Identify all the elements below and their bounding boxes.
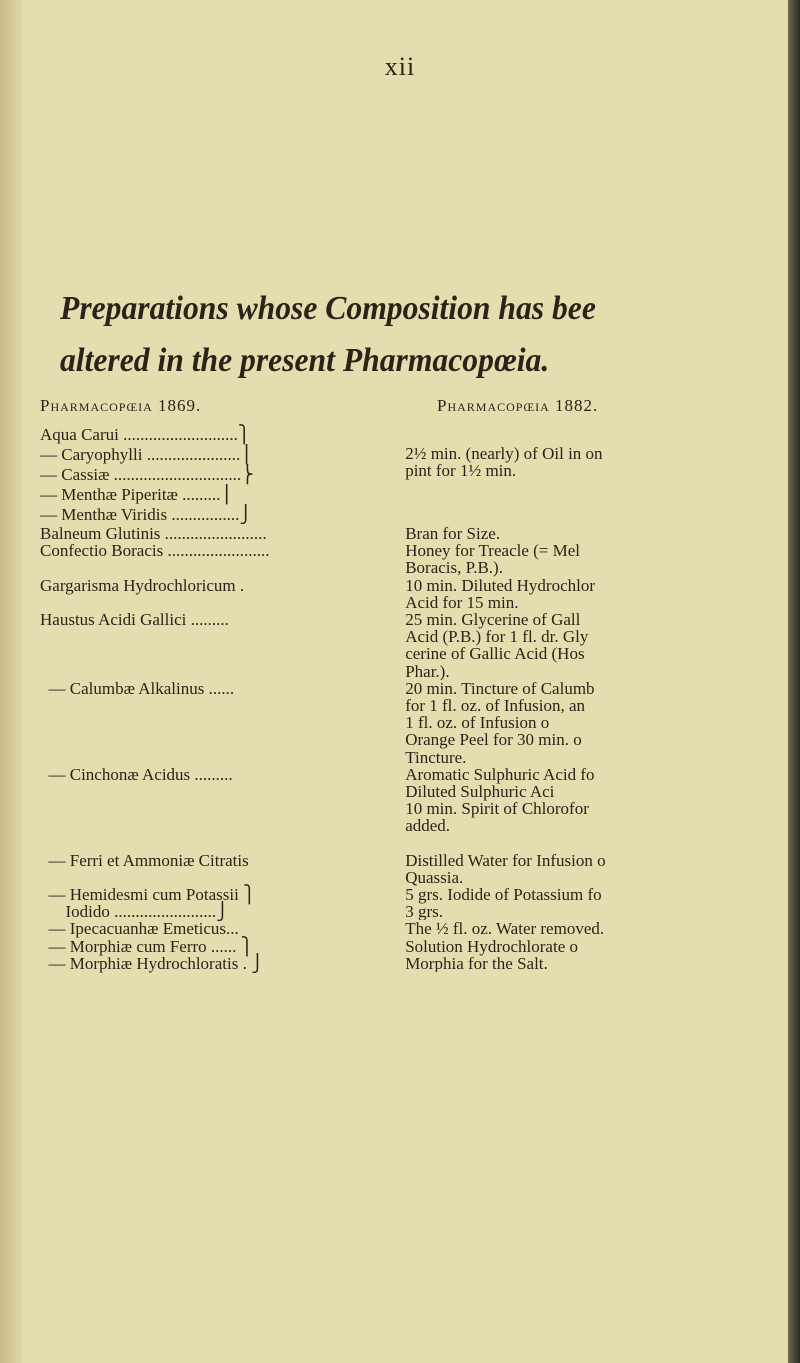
change-description-line: Tincture. xyxy=(405,747,467,766)
change-1882 xyxy=(405,680,800,766)
change-description-line: pint for 1½ min. xyxy=(405,461,517,481)
change-1882 xyxy=(405,542,800,576)
change-1882 xyxy=(405,920,800,937)
preparation-name-line: — Menthæ Viridis ................⎭ xyxy=(40,505,253,524)
title-line-1: Preparations whose Composition has bee xyxy=(60,290,596,327)
change-description-line: Bran for Size. xyxy=(405,525,501,543)
preparation-name-line: Iodido ........................⎭ xyxy=(40,902,229,922)
table-row xyxy=(40,938,800,972)
change-1882 xyxy=(405,611,800,680)
table-row xyxy=(40,886,800,920)
change-1882 xyxy=(405,577,800,611)
table-row xyxy=(40,611,800,680)
change-description-line: Morphia for the Salt. xyxy=(405,953,548,973)
preparation-name-line: Balneum Glutinis ........................ xyxy=(40,524,267,543)
change-description-line: Acid for 15 min. xyxy=(405,592,519,612)
change-description-line: Orange Peel for 30 min. o xyxy=(405,730,582,750)
change-1882 xyxy=(405,766,800,835)
change-1882 xyxy=(405,886,800,920)
table-row xyxy=(40,542,800,576)
preparation-name-line: — Caryophylli ......................⎪ xyxy=(40,445,253,464)
change-description-line: Diluted Sulphuric Aci xyxy=(405,782,555,802)
preparation-name-line: — Ferri et Ammoniæ Citratis xyxy=(40,850,249,870)
change-description-line: 3 grs. xyxy=(405,902,443,921)
preparation-name-line: — Cassiæ ..............................⎬ xyxy=(40,465,254,484)
preparation-name-line: — Hemidesmi cum Potassii ⎫ xyxy=(40,885,256,905)
table-row xyxy=(40,766,800,835)
preparation-1869 xyxy=(40,886,405,920)
preparation-1869 xyxy=(40,577,405,611)
preparation-1869 xyxy=(40,920,405,937)
preparation-name-line: — Ipecacuanhæ Emeticus... xyxy=(40,919,239,939)
page-title xyxy=(60,283,800,387)
change-description-line: Phar.). xyxy=(405,661,450,680)
preparation-1869 xyxy=(40,938,405,972)
change-description-line: The ½ fl. oz. Water removed. xyxy=(405,920,605,938)
change-description-line: Honey for Treacle (= Mel xyxy=(405,542,581,561)
change-description-line: Quassia. xyxy=(405,867,464,887)
preparation-name-line: — Menthæ Piperitæ .........⎪ xyxy=(40,485,234,504)
change-1882 xyxy=(405,938,800,972)
change-description-line: cerine of Gallic Acid (Hos xyxy=(405,644,585,664)
preparation-name-line: — Morphiæ cum Ferro ...... ⎫ xyxy=(40,936,254,956)
change-description-line: Aromatic Sulphuric Acid fo xyxy=(405,765,595,784)
table-row xyxy=(40,920,800,937)
preparation-1869 xyxy=(40,852,405,886)
preparation-1869 xyxy=(40,542,405,576)
change-1882 xyxy=(405,852,800,886)
change-description-line: Boracis, P.B.). xyxy=(405,558,503,577)
change-description-line: 10 min. Diluted Hydrochlor xyxy=(405,576,595,595)
column-header-1882: Pharmacopœia 1882. xyxy=(437,396,599,415)
preparation-name-line: Haustus Acidi Gallici ......... xyxy=(40,610,229,630)
change-description-line: Acid (P.B.) for 1 fl. dr. Gly xyxy=(405,627,589,647)
change-description-line: 20 min. Tincture of Calumb xyxy=(405,679,595,698)
change-description-line: 1 fl. oz. of Infusion o xyxy=(405,713,550,733)
preparation-name-line: — Cinchonæ Acidus ......... xyxy=(40,764,233,784)
page-edge-left xyxy=(0,0,22,1363)
page-number: xii xyxy=(384,52,416,81)
column-header-1869: Pharmacopœia 1869. xyxy=(40,396,202,415)
preparation-1869 xyxy=(40,425,405,525)
preparation-name-line: Confectio Boracis ........................ xyxy=(40,541,270,561)
table-row xyxy=(40,852,800,886)
change-description-line: Distilled Water for Infusion o xyxy=(405,851,606,870)
change-description-line: 2½ min. (nearly) of Oil in on xyxy=(405,444,603,463)
preparation-1869 xyxy=(40,680,405,766)
preparation-name-line: — Calumbæ Alkalinus ...... xyxy=(40,678,235,698)
preparation-1869 xyxy=(40,611,405,680)
preparations-table xyxy=(40,425,800,972)
change-1882 xyxy=(405,525,800,542)
preparation-name-line: — Morphiæ Hydrochloratis . ⎭ xyxy=(40,953,264,973)
change-description-line: added. xyxy=(405,816,451,835)
preparation-name-line: Gargarisma Hydrochloricum . xyxy=(40,575,245,595)
preparation-name-line: Aqua Carui ...........................⎫ xyxy=(40,425,251,444)
preparation-1869 xyxy=(40,766,405,835)
change-description-line: 10 min. Spirit of Chlorofor xyxy=(405,799,589,819)
change-1882 xyxy=(405,425,800,525)
table-row xyxy=(40,425,800,525)
change-description-line: for 1 fl. oz. of Infusion, an xyxy=(405,696,586,716)
title-line-2: altered in the present Pharmacopœia. xyxy=(60,342,550,379)
change-description-line: 25 min. Glycerine of Gall xyxy=(405,611,581,630)
table-row xyxy=(40,525,800,542)
table-row xyxy=(40,680,800,766)
change-description-line: 5 grs. Iodide of Potassium fo xyxy=(405,886,602,905)
table-row xyxy=(40,577,800,611)
change-description-line: Solution Hydrochlorate o xyxy=(405,937,578,956)
preparation-1869 xyxy=(40,525,405,542)
